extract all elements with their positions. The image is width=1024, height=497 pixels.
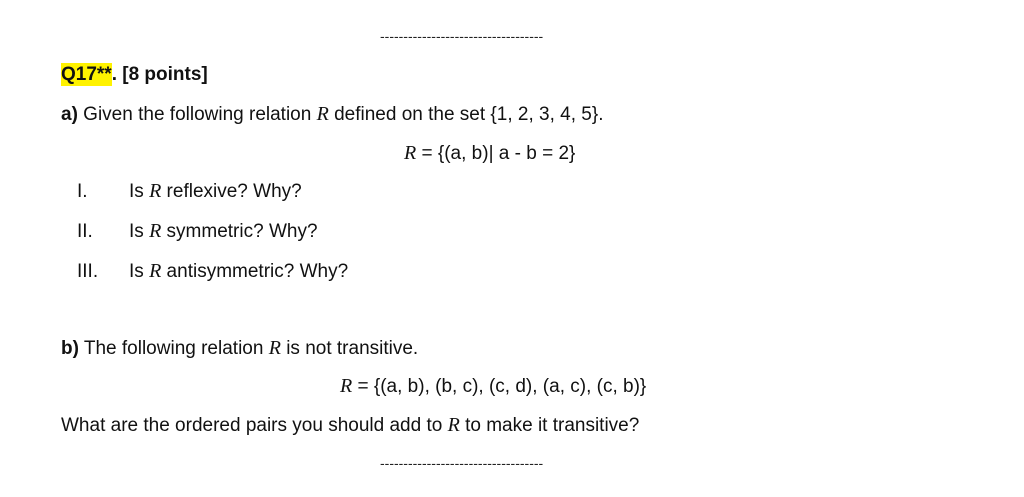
list-item (77, 221, 318, 241)
relation-variable: R (149, 180, 162, 202)
relation-variable: R (404, 142, 417, 164)
part-b-definition-text: = {(a, b), (b, c), (c, d), (a, c), (c, b)} (352, 376, 647, 397)
part-a-prompt (61, 104, 603, 124)
part-a-text-after: defined on the set {1, 2, 3, 4, 5}. (328, 104, 604, 125)
list-item-text-after: symmetric? Why? (161, 221, 318, 242)
question-header (61, 65, 208, 84)
part-b-text-after: is not transitive. (280, 338, 419, 359)
relation-variable: R (340, 375, 353, 397)
part-a-definition (404, 143, 575, 163)
list-item-text-before: Is (129, 181, 150, 202)
list-item-text-before: Is (129, 261, 150, 282)
part-b-question-before: What are the ordered pairs you should add to (61, 415, 448, 436)
top-separator: ----------------------------------- (380, 28, 544, 44)
list-item-numeral: II. (77, 221, 93, 242)
part-a-label: a) (61, 104, 78, 125)
list-item (77, 181, 302, 201)
question-number: Q17** (61, 64, 112, 85)
bottom-separator: ----------------------------------- (380, 455, 544, 471)
list-item-numeral: I. (77, 181, 88, 202)
part-b-question (61, 415, 639, 435)
relation-variable: R (149, 220, 162, 242)
relation-variable: R (316, 103, 329, 125)
list-item (77, 261, 348, 281)
part-a-definition-text: = {(a, b)| a - b = 2} (416, 143, 576, 164)
part-b-text-before: The following relation (78, 338, 269, 359)
list-item-text-after: reflexive? Why? (161, 181, 302, 202)
part-b-definition (340, 376, 646, 396)
part-b-label: b) (61, 338, 79, 359)
relation-variable: R (149, 260, 162, 282)
list-item-text-before: Is (129, 221, 150, 242)
question-points: . [8 points] (111, 64, 208, 85)
relation-variable: R (447, 414, 460, 436)
list-item-text-after: antisymmetric? Why? (161, 261, 349, 282)
part-a-text-before: Given the following relation (77, 104, 317, 125)
relation-variable: R (268, 337, 281, 359)
part-b-prompt (61, 338, 418, 358)
part-b-question-after: to make it transitive? (459, 415, 640, 436)
list-item-numeral: III. (77, 261, 99, 282)
